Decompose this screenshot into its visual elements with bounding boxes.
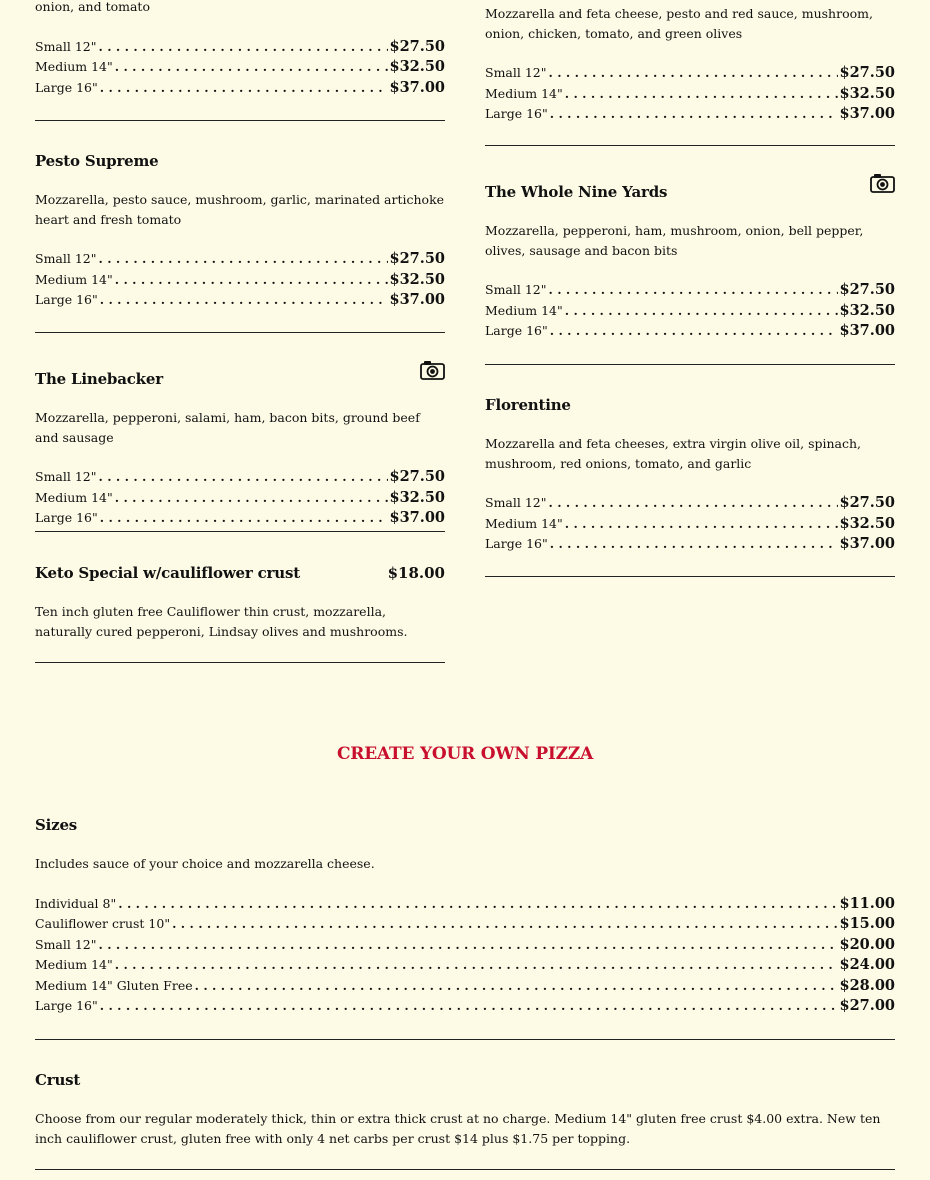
item-price: $18.00 <box>387 564 445 582</box>
price-list <box>35 468 445 530</box>
item-description: Mozzarella, pepperoni, ham, mushroom, onion, bell pepper, olives, sausage and bacon bits <box>485 223 864 258</box>
size-price: $37.00 <box>839 105 895 123</box>
price-list <box>485 64 895 126</box>
item-description: Choose from our regular moderately thick, thin or extra thick crust at no charge. Medium 14" gluten free crust $4.00 extra. New ten inch cauliflower crust, gluten free with only 4 net carbs per crust $14 plus $1.75 per topping. <box>35 1111 881 1146</box>
size-label: Large 16" <box>485 323 548 339</box>
item-description: Mozzarella and feta cheeses, extra virgin olive oil, spinach, mushroom, red onions, tomato, and garlic <box>485 436 862 471</box>
price-row <box>35 58 445 79</box>
price-row <box>35 79 445 100</box>
price-row <box>35 271 445 292</box>
size-price: $27.00 <box>839 997 895 1015</box>
size-label: Small 12" <box>35 251 97 266</box>
size-label: Small 12" <box>485 495 547 510</box>
size-price: $27.50 <box>839 64 895 81</box>
size-price: $27.50 <box>389 250 445 267</box>
price-row <box>35 509 445 530</box>
divider <box>485 145 895 146</box>
menu-item-fragment <box>485 4 895 126</box>
size-price: $24.00 <box>839 956 895 974</box>
menu-item-fragment <box>35 0 445 99</box>
price-row <box>485 494 895 515</box>
size-price: $37.00 <box>839 322 895 340</box>
size-price: $37.00 <box>389 78 445 96</box>
size-label: Large 16" <box>485 536 548 552</box>
size-label: Large 16" <box>35 998 98 1014</box>
item-title: Crust <box>35 1071 81 1089</box>
divider <box>35 332 445 333</box>
size-label: Large 16" <box>35 292 98 308</box>
size-label: Medium 14" <box>35 59 113 75</box>
size-price: $27.50 <box>389 37 445 55</box>
price-row <box>35 895 895 916</box>
menu-item-sizes <box>35 814 895 1018</box>
menu-item-whole-nine-yards <box>485 181 895 343</box>
divider <box>485 364 895 365</box>
size-label: Medium 14" <box>35 271 113 287</box>
price-row <box>485 281 895 302</box>
size-price: $32.50 <box>389 58 445 76</box>
divider <box>35 1039 895 1040</box>
item-description: Mozzarella, pesto sauce, mushroom, garlic, marinated artichoke heart and fresh tomato <box>35 192 445 227</box>
price-list <box>35 250 445 312</box>
divider <box>485 576 895 577</box>
size-label: Small 12" <box>35 469 97 484</box>
item-title: Keto Special w/cauliflower crust <box>35 564 300 582</box>
price-row <box>485 515 895 536</box>
price-list <box>35 895 895 1019</box>
size-label: Small 12" <box>35 936 97 952</box>
item-description: Ten inch gluten free Cauliflower thin crust, mozzarella, naturally cured pepperoni, Lindsay olives and mushrooms. <box>35 604 408 639</box>
size-price: $27.50 <box>839 494 895 511</box>
divider <box>35 120 445 121</box>
size-price: $27.50 <box>839 281 895 298</box>
price-row <box>35 38 445 59</box>
size-label: Medium 14" <box>485 85 563 101</box>
menu-item-pesto-supreme <box>35 150 445 312</box>
menu-item-linebacker <box>35 368 445 530</box>
size-price: $37.00 <box>839 535 895 553</box>
size-label: Medium 14" <box>35 489 113 505</box>
price-row <box>35 956 895 977</box>
divider <box>35 1169 895 1170</box>
size-price: $32.50 <box>389 488 445 506</box>
size-label: Medium 14" <box>35 957 113 973</box>
price-list <box>485 494 895 556</box>
size-label: Large 16" <box>35 79 98 95</box>
item-description: Includes sauce of your choice and mozzarella cheese. <box>35 856 375 871</box>
size-label: Medium 14" <box>485 515 563 531</box>
price-row <box>35 291 445 312</box>
size-label: Medium 14" Gluten Free <box>35 977 193 993</box>
price-row <box>35 468 445 489</box>
size-price: $27.50 <box>389 468 445 485</box>
divider <box>35 531 445 532</box>
price-row <box>35 915 895 936</box>
price-row <box>35 250 445 271</box>
price-row <box>485 85 895 106</box>
camera-icon[interactable] <box>420 360 445 380</box>
size-label: Small 12" <box>485 65 547 80</box>
size-label: Individual 8" <box>35 895 117 911</box>
size-label: Small 12" <box>35 38 97 54</box>
menu-item-keto-special <box>35 562 445 641</box>
price-row <box>485 322 895 343</box>
price-list <box>485 281 895 343</box>
size-price: $15.00 <box>839 915 895 933</box>
size-label: Large 16" <box>485 106 548 122</box>
size-price: $32.50 <box>839 301 895 319</box>
size-price: $20.00 <box>839 935 895 953</box>
size-price: $32.50 <box>839 84 895 102</box>
camera-icon[interactable] <box>870 173 895 193</box>
price-row <box>35 977 895 998</box>
price-row <box>485 105 895 126</box>
item-title: Pesto Supreme <box>35 152 159 170</box>
size-price: $37.00 <box>389 509 445 527</box>
size-price: $32.50 <box>839 514 895 532</box>
price-row <box>485 535 895 556</box>
item-description: onion, and tomato <box>35 0 150 14</box>
size-price: $11.00 <box>839 894 895 912</box>
price-row <box>485 64 895 85</box>
item-description: Mozzarella and feta cheese, pesto and red sauce, mushroom, onion, chicken, tomato, and green olives <box>485 6 873 41</box>
item-description: Mozzarella, pepperoni, salami, ham, bacon bits, ground beef and sausage <box>35 410 420 445</box>
size-label: Small 12" <box>485 282 547 297</box>
size-price: $32.50 <box>389 270 445 288</box>
menu-item-florentine <box>485 394 895 556</box>
price-row <box>35 489 445 510</box>
price-list <box>35 38 445 100</box>
price-row <box>35 997 895 1018</box>
price-row <box>485 302 895 323</box>
size-label: Medium 14" <box>485 302 563 318</box>
item-title: The Linebacker <box>35 370 163 388</box>
size-label: Cauliflower crust 10" <box>35 916 171 932</box>
item-title: The Whole Nine Yards <box>485 183 668 201</box>
size-label: Large 16" <box>35 510 98 526</box>
item-title: Florentine <box>485 396 571 414</box>
size-price: $37.00 <box>389 291 445 309</box>
size-price: $28.00 <box>839 976 895 994</box>
menu-item-crust <box>35 1069 895 1148</box>
price-row <box>35 936 895 957</box>
item-title: Sizes <box>35 816 78 834</box>
section-heading-create-your-own: CREATE YOUR OWN PIZZA <box>336 744 594 764</box>
divider <box>35 662 445 663</box>
